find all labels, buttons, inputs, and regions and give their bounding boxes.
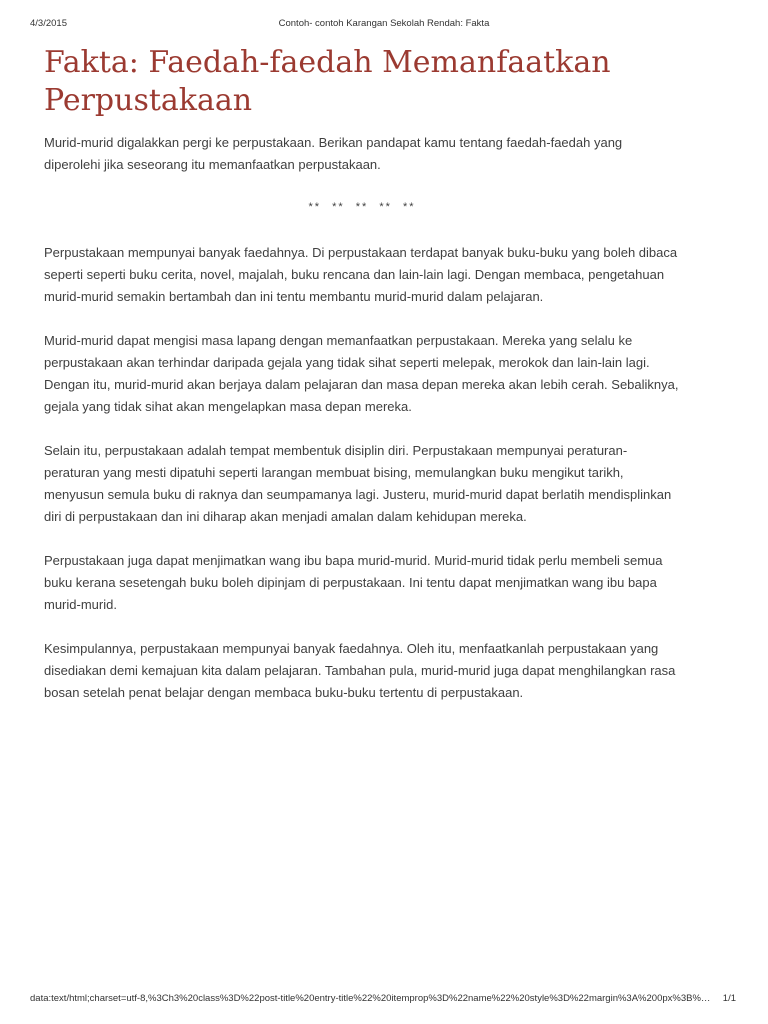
print-page-title: Contoh- contoh Karangan Sekolah Rendah: Fakta bbox=[278, 18, 490, 29]
article-paragraph-4: Perpustakaan juga dapat menjimatkan wang ibu bapa murid-murid. Murid-murid tidak perlu membeli semua buku kerana sesetengah buku boleh dipinjam di perpustakaan. Ini tentu dapat menjimatkan wang ibu bapa murid-murid. bbox=[44, 553, 663, 612]
page-number: 1/1 bbox=[722, 993, 736, 1004]
article-paragraph-2: Murid-murid dapat mengisi masa lapang dengan memanfaatkan perpustakaan. Mereka yang selalu ke perpustakaan akan terhindar daripada gejala yang tidak sihat seperti melepak, merokok dan lain-lain lagi. Dengan itu, murid-murid akan berjaya dalam pelajaran dan masa depan mereka akan lebih cerah. Sebaliknya, gejala yang tidak sihat akan mengelapkan masa depan mereka. bbox=[44, 333, 679, 414]
article-title: Fakta: Faedah-faedah Memanfaatkan Perpustakaan bbox=[44, 45, 611, 118]
article-paragraph-5: Kesimpulannya, perpustakaan mempunyai banyak faedahnya. Oleh itu, menfaatkanlah perpustakaan yang disediakan demi kemajuan kita dalam pelajaran. Tambahan pula, murid-murid juga dapat menghilangkan rasa bosan setelah penat belajar dengan membaca buku-buku tertentu di perpustakaan. bbox=[44, 641, 676, 700]
article-body bbox=[44, 132, 680, 726]
section-separator: ** ** ** ** ** bbox=[308, 201, 416, 213]
footer-url: data:text/html;charset=utf-8,%3Ch3%20class%3D%22post-title%20entry-title%22%20itemprop%3D%22name%22%20style%3D%22margin%3A%200px%3B%… bbox=[30, 993, 711, 1004]
article-paragraph-1: Perpustakaan mempunyai banyak faedahnya. Di perpustakaan terdapat banyak buku-buku yang boleh dibaca seperti seperti buku cerita, novel, majalah, buku rencana dan lain-lain lagi. Dengan membaca, pengetahuan murid-murid semakin bertambah dan ini tentu membantu murid-murid dalam pelajaran. bbox=[44, 245, 678, 304]
print-footer bbox=[0, 993, 768, 1007]
article-paragraph-3: Selain itu, perpustakaan adalah tempat membentuk disiplin diri. Perpustakaan mempunyai peraturan-peraturan yang mesti dipatuhi seperti larangan membuat bising, memulangkan buku mengikut tarikh, menyusun semula buku di raknya dan seumpamanya lagi. Justeru, murid-murid dapat berlatih mendisplinkan diri di perpustakaan dan ini diharap akan menjadi amalan dalam kehidupan mereka. bbox=[44, 443, 672, 524]
print-date: 4/3/2015 bbox=[30, 18, 67, 29]
article-intro: Murid-murid digalakkan pergi ke perpustakaan. Berikan pandapat kamu tentang faedah-faedah yang diperolehi jika seseorang itu memanfaatkan perpustakaan. bbox=[44, 135, 623, 172]
print-header bbox=[0, 18, 768, 32]
